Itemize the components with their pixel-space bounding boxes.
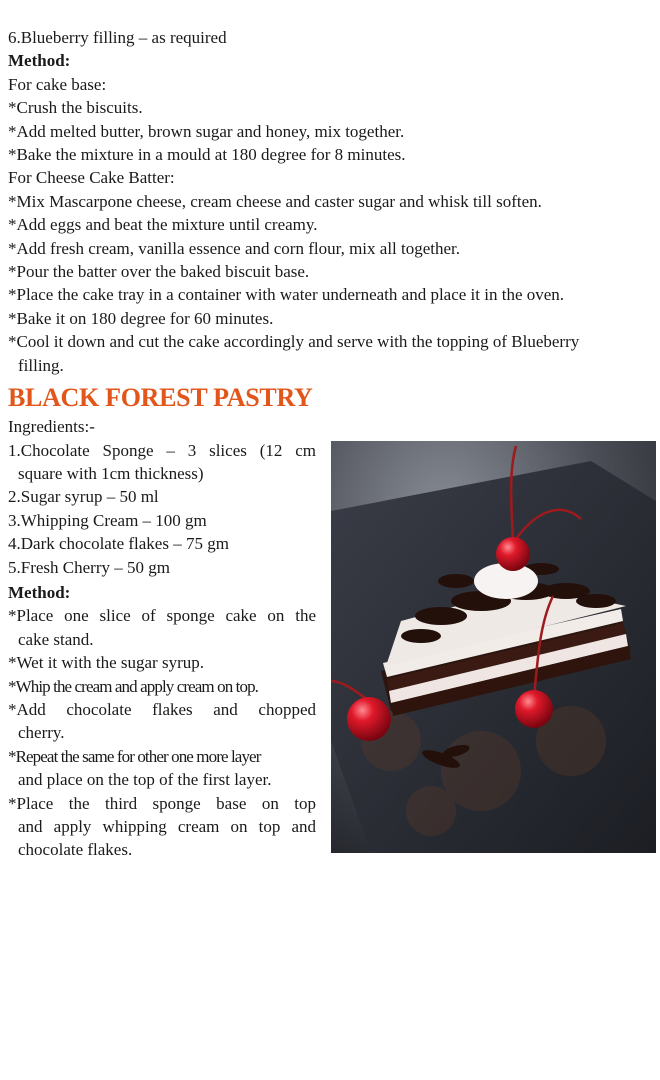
ingredient-item: 4.Dark chocolate flakes – 75 gm: [8, 534, 229, 554]
batter-step: *Cool it down and cut the cake accordingly and serve with the topping of Blueberry: [8, 332, 580, 352]
black-forest-pastry-photo: [331, 441, 656, 853]
ingredient-item: 3.Whipping Cream – 100 gm: [8, 510, 207, 530]
ingredient-item-continuation: square with 1cm thickness): [18, 463, 204, 483]
batter-step-continuation: filling.: [18, 355, 64, 375]
cake-base-step: *Crush the biscuits.: [8, 98, 143, 118]
black-forest-method-heading: Method:: [8, 582, 71, 602]
black-forest-title: BLACK FOREST PASTRY: [8, 383, 313, 413]
cake-base-step: *Bake the mixture in a mould at 180 degree for 8 minutes.: [8, 145, 406, 165]
method-step-continuation: chocolate flakes.: [18, 840, 133, 860]
method-step-continuation: and apply whipping cream on top and: [18, 817, 316, 836]
cheesecake-method-heading: Method:: [8, 51, 71, 71]
method-step: *Repeat the same for other one more layer: [8, 746, 261, 766]
batter-step: *Place the cake tray in a container with water underneath and place it in the oven.: [8, 285, 565, 305]
black-forest-section: [8, 415, 656, 862]
batter-heading: For Cheese Cake Batter:: [8, 168, 175, 188]
black-forest-text-column: [8, 439, 316, 862]
method-step: *Place one slice of sponge cake on the: [8, 606, 316, 626]
batter-step: *Pour the batter over the baked biscuit base.: [8, 262, 310, 282]
batter-step: *Add fresh cream, vanilla essence and corn flour, mix all together.: [8, 238, 461, 258]
batter-step: *Add eggs and beat the mixture until creamy.: [8, 215, 318, 235]
method-step-continuation: cake stand.: [18, 629, 94, 649]
ingredients-heading: Ingredients:-: [8, 417, 95, 437]
recipe-page: [8, 26, 656, 862]
cake-base-heading: For cake base:: [8, 74, 107, 94]
cake-base-step: *Add melted butter, brown sugar and honey, mix together.: [8, 121, 405, 141]
ingredient-item: 1.Chocolate Sponge – 3 slices (12 cm: [8, 440, 316, 460]
method-step: *Place the third sponge base on top: [8, 793, 316, 813]
method-step: *Whip the cream and apply cream on top.: [8, 676, 259, 696]
method-step: *Wet it with the sugar syrup.: [8, 653, 204, 673]
method-step-continuation: and place on the top of the first layer.: [18, 770, 272, 790]
batter-step: *Bake it on 180 degree for 60 minutes.: [8, 308, 274, 328]
blueberry-filling-line: 6.Blueberry filling – as required: [8, 28, 227, 47]
ingredient-item: 2.Sugar syrup – 50 ml: [8, 487, 159, 507]
batter-step: *Mix Mascarpone cheese, cream cheese and caster sugar and whisk till soften.: [8, 191, 542, 211]
method-step-continuation: cherry.: [18, 723, 65, 743]
ingredient-item: 5.Fresh Cherry – 50 gm: [8, 557, 170, 577]
method-step: *Add chocolate flakes and chopped: [8, 699, 316, 719]
